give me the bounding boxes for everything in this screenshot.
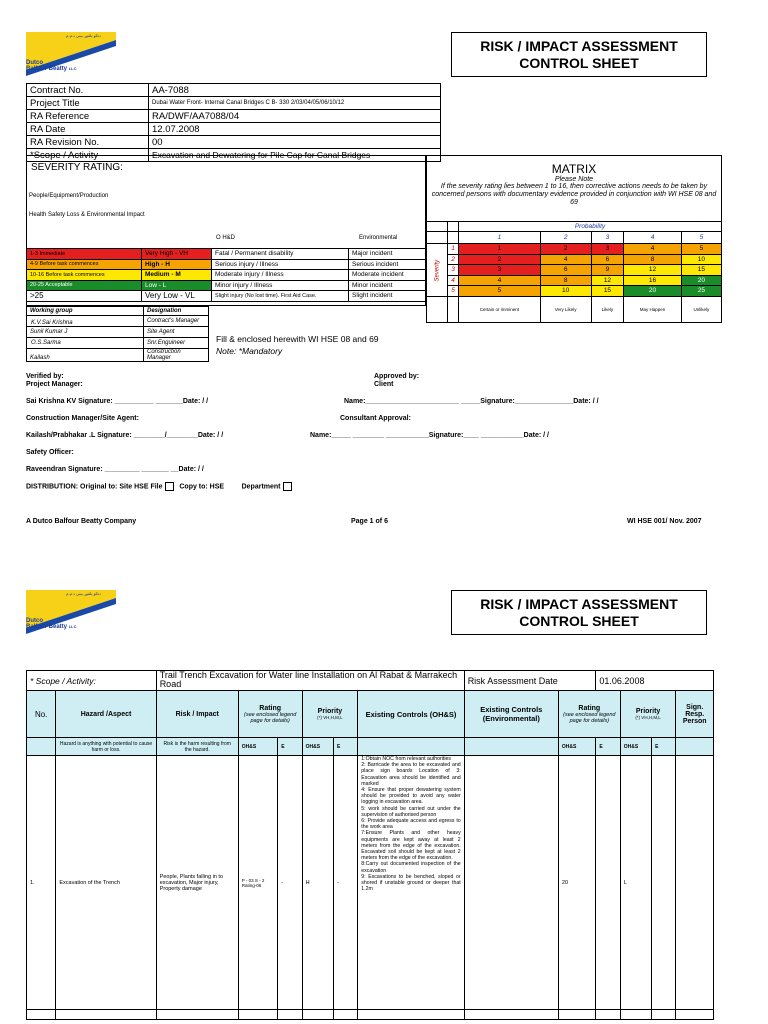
wg-role: Site Agent — [144, 327, 209, 338]
working-group-table — [26, 306, 209, 362]
row-rating-2: 20 — [558, 756, 595, 1010]
info-label: RA Date — [27, 123, 149, 136]
severity-row-number: 2 — [448, 254, 459, 265]
pm-signature-line[interactable]: Sai Krishna KV Signature: __________ _______Date: / / — [26, 398, 209, 405]
severity-row-number: 1 — [448, 244, 459, 255]
sev-range: 20-25 Acceptable — [27, 280, 142, 291]
th-rating-2: Rating — [578, 704, 601, 712]
matrix-cell: 4 — [459, 275, 541, 286]
company-logo — [26, 32, 116, 82]
title-line1: RISK / IMPACT ASSESSMENT — [480, 38, 678, 54]
matrix-cell: 6 — [591, 254, 624, 265]
scope-label: * Scope / Activity: — [27, 671, 157, 691]
sev-level: Medium - M — [142, 270, 212, 281]
fill-note: Fill & enclosed herewith WI HSE 08 and 69 — [216, 334, 379, 344]
matrix-cell: 15 — [681, 265, 721, 276]
prob-label: Probability — [459, 222, 722, 232]
th-rating: Rating — [259, 704, 282, 712]
matrix-cell: 2 — [540, 244, 591, 255]
row-rating-e: - — [278, 756, 302, 1010]
logo-line1: Dutco — [26, 618, 43, 624]
sev-range: >25 — [27, 291, 142, 302]
wg-role: Contract's Manager — [144, 316, 209, 327]
sev-level: Low - L — [142, 280, 212, 291]
project-manager-label: Project Manager: — [26, 381, 83, 388]
matrix-cell: 5 — [459, 286, 541, 297]
col-env: Environmental — [359, 235, 398, 241]
matrix-title: MATRIX — [551, 162, 597, 176]
info-label: RA Revision No. — [27, 136, 149, 149]
severity-health: Health Safety Loss & Environmental Impact — [29, 212, 145, 218]
sev-level: Very High - VH — [142, 249, 212, 260]
probability-name: Very Likely — [540, 296, 591, 322]
footer-ref: WI HSE 001/ Nov. 2007 — [627, 518, 702, 525]
sub-ohs: OH&S — [238, 738, 278, 756]
sev-env: Minor incident — [349, 280, 426, 291]
info-label: Project Title — [27, 97, 149, 110]
matrix-note: If the severity rating lies between 1 to 16, then corrective actions needs to be taken by concerned persons with documentary evidence provided in conjunction with WI HSE 08 and 69 — [431, 183, 717, 206]
sev-ohs: Minor injury / Illness — [212, 280, 349, 291]
client-label: Client — [374, 381, 394, 388]
matrix-cell: 4 — [624, 244, 681, 255]
scope-value: Trail Trench Excavation for Water line Installation on Al Rabat & Marrakech Road — [156, 671, 464, 691]
wg-role: Construction Manager — [144, 349, 209, 362]
company-logo-2 — [26, 590, 116, 640]
sev-level: Very Low - VL — [142, 291, 212, 302]
sev-ohs: Serious injury / Illness — [212, 259, 349, 270]
cm-signature-line[interactable]: Kailash/Prabhakar .L Signature: ________/________Date: / / — [26, 432, 224, 439]
severity-row-number: 4 — [448, 275, 459, 286]
sev-env: Slight incident — [349, 291, 426, 302]
th-hazard: Hazard /Aspect — [56, 691, 156, 738]
sev-ohs: Moderate injury / Illness — [212, 270, 349, 281]
row-rating-ohs: P - 03 S - 2 Rating-06 — [238, 756, 278, 1010]
severity-row-number: 3 — [448, 265, 459, 276]
sev-ohs: Slight injury (No lost time). First Aid Case. — [212, 291, 349, 302]
info-value: Dubai Water Front- Internal Canal Bridges C B- 330 2/03/04/05/06/10/12 — [149, 97, 441, 110]
prob-col-header: 4 — [624, 232, 681, 244]
site-hse-file-checkbox[interactable] — [165, 482, 174, 491]
copy-to-label: Copy to: HSE — [179, 483, 225, 491]
th-sign: Sign. Resp. Person — [676, 691, 714, 738]
row-priority-e: - — [333, 756, 357, 1010]
wg-name: Sunil Kumar J — [27, 327, 144, 338]
matrix-cell: 25 — [681, 286, 721, 297]
sev-range: 1-3 Immediate — [27, 249, 142, 260]
matrix-cell: 15 — [591, 286, 624, 297]
sev-level: High - H — [142, 259, 212, 270]
sub-e: E — [596, 738, 620, 756]
verified-by: Verified by: — [26, 373, 64, 380]
matrix-cell: 8 — [540, 275, 591, 286]
info-label: *Scope / Activity — [27, 149, 149, 162]
info-value: RA/DWF/AA7088/04 — [149, 110, 441, 123]
logo-line2: Balfour Beatty — [26, 624, 68, 630]
blank — [427, 296, 448, 322]
info-table — [26, 83, 441, 162]
ra-table — [26, 670, 714, 1020]
th-rating-sub: (see enclosed legend page for details) — [244, 711, 297, 724]
matrix-cell: 3 — [591, 244, 624, 255]
distribution-label: DISTRIBUTION: Original to: Site HSE File — [26, 483, 163, 491]
sub-e: E — [652, 738, 676, 756]
page-title-2 — [451, 590, 707, 635]
matrix-cell: 3 — [459, 265, 541, 276]
sub-e: E — [333, 738, 357, 756]
matrix-cell: 8 — [624, 254, 681, 265]
title-line1: RISK / IMPACT ASSESSMENT — [480, 596, 678, 612]
sev-ohs: Fatal / Permanent disability — [212, 249, 349, 260]
ra-date-label: Risk Assessment Date — [464, 671, 596, 691]
th-existing-env: Existing Controls (Environmental) — [464, 691, 558, 738]
sev-env: Major incident — [349, 249, 426, 260]
th-priority-sub: (*) VH,H,M,L — [317, 715, 343, 720]
ra-date-value: 01.06.2008 — [596, 671, 714, 691]
matrix-cell: 4 — [540, 254, 591, 265]
safety-officer-label: Safety Officer: — [26, 449, 74, 456]
sev-env: Moderate incident — [349, 270, 426, 281]
row-controls: 1:Obtain NOC from relevant authorities 2: Barricade the area to be excavated and place sign boards Location of 3: Excavation area should be identified and marked 4: Ensure that proper dewatering system should be provided to avoid any water logging in excavation area. 5: work should be carried out under the supervision of authorised person 6: Provide adequate access and egress to the work area 7:Ensure Plants and other heavy equipments are kept away at least 2 meters from the edge of the excavation. Excavated soil should be kept at least 2 meters from the edge of the excavation. 8:Carry out documented inspection of the excavation 9: Excavations to be benched, sloped or shored if unstable ground or deeper that 1.2m — [358, 756, 464, 1010]
th-priority: Priority — [317, 708, 343, 715]
mandatory-note: Note: *Mandatory — [216, 346, 283, 356]
matrix-cell: 10 — [681, 254, 721, 265]
hazard-definition: Hazard is anything with potential to cause harm or loss. — [56, 738, 156, 756]
consultant-label: Consultant Approval: — [340, 415, 411, 422]
page-title — [451, 32, 707, 77]
row-no: 1. — [27, 756, 56, 1010]
matrix-cell: 5 — [681, 244, 721, 255]
wg-name: K.V.Sai Krishna — [27, 316, 144, 327]
matrix-cell: 9 — [591, 265, 624, 276]
severity-people: People/Equipment/Production — [29, 193, 109, 199]
info-value: AA-7088 — [149, 84, 441, 97]
row-risk: People, Plants falling in to excavation, Major injury, Property damage — [156, 756, 238, 1010]
logo-suffix: LLC — [68, 624, 77, 629]
matrix-cell: 10 — [540, 286, 591, 297]
safety-signature-line[interactable]: Raveendran Signature: _________ _______ __Date: / / — [26, 466, 204, 473]
info-value: 00 — [149, 136, 441, 149]
severity-table — [26, 248, 426, 302]
wg-header-name: Working group — [27, 307, 144, 316]
sev-range: 10-16 Before task commences — [27, 270, 142, 281]
matrix-cell: 6 — [540, 265, 591, 276]
th-existing-ohs: Existing Controls (OH&S) — [358, 691, 464, 738]
department-label: Department — [241, 483, 281, 491]
row-hazard: Excavation of the Trench — [56, 756, 156, 1010]
matrix-cell: 12 — [624, 265, 681, 276]
matrix-note-label: Please Note — [554, 176, 594, 183]
consultant-signature-line[interactable]: Name:_____ ________ ___________Signature:____ ___________Date: / / — [310, 432, 549, 439]
sub-ohs: OH&S — [302, 738, 333, 756]
wg-role: Snr.Enguineer — [144, 338, 209, 349]
wg-name: Kailash — [27, 349, 144, 362]
probability-name: Certain or imminent — [459, 296, 541, 322]
prob-col-header: 3 — [591, 232, 624, 244]
info-value: Excavation and Dewatering for Pile Cap for Canal Bridges — [149, 149, 441, 162]
sub-ohs: OH&S — [558, 738, 595, 756]
col-ohsd: O H&D — [216, 235, 236, 241]
th-priority-2: Priority — [635, 708, 661, 715]
footer-page: Page 1 of 6 — [351, 518, 388, 525]
logo-suffix: LLC — [68, 66, 77, 71]
matrix-table — [426, 221, 722, 323]
matrix-cell: 12 — [591, 275, 624, 286]
matrix-cell: 20 — [624, 286, 681, 297]
info-value: 12.07.2008 — [149, 123, 441, 136]
blank — [448, 296, 459, 322]
sub-ohs: OH&S — [620, 738, 651, 756]
row-priority-ohs: H — [302, 756, 333, 1010]
th-rating-sub-2: (see enclosed legend page for details) — [563, 711, 616, 724]
prob-col-header: 2 — [540, 232, 591, 244]
logo-arabic-text: دتكو بلفور بيتي ذ.م.م — [66, 33, 101, 38]
cm-label: Construction Manager/Site Agent: — [26, 415, 139, 422]
title-line2: CONTROL SHEET — [519, 613, 639, 629]
probability-name: Likely — [591, 296, 624, 322]
th-priority-sub-2: (*) VH,H,M,L — [635, 715, 661, 720]
approved-by: Approved by: — [374, 373, 420, 380]
matrix-cell: 16 — [624, 275, 681, 286]
probability-name: Unlikely — [681, 296, 721, 322]
severity-vertical-label: Severity — [427, 244, 448, 297]
client-signature-line[interactable]: Name:________________________ _____Signature:_______________Date: / / — [344, 398, 599, 405]
th-risk: Risk / Impact — [156, 691, 238, 738]
wg-name: O.S.Sarma — [27, 338, 144, 349]
department-checkbox[interactable] — [283, 482, 292, 491]
info-label: RA Reference — [27, 110, 149, 123]
logo-line1: Dutco — [26, 60, 43, 66]
footer-company: A Dutco Balfour Beatty Company — [26, 518, 137, 525]
prob-col-header: 1 — [459, 232, 541, 244]
logo-line2: Balfour Beatty — [26, 66, 68, 72]
info-label: Contract No. — [27, 84, 149, 97]
prob-col-header: 5 — [681, 232, 721, 244]
wg-header-role: Designation — [144, 307, 209, 316]
matrix-cell: 2 — [459, 254, 541, 265]
logo-arabic-text: دتكو بلفور بيتي ذ.م.م — [66, 591, 101, 596]
sub-e: E — [278, 738, 302, 756]
risk-definition: Risk is the harm resulting from the hazard. — [156, 738, 238, 756]
title-line2: CONTROL SHEET — [519, 55, 639, 71]
severity-heading: SEVERITY RATING: — [31, 162, 123, 173]
sev-env: Serious incident — [349, 259, 426, 270]
matrix-cell: 1 — [459, 244, 541, 255]
sev-range: 4-9 Before task commences — [27, 259, 142, 270]
probability-name: May Happen — [624, 296, 681, 322]
severity-row-number: 5 — [448, 286, 459, 297]
matrix-cell: 20 — [681, 275, 721, 286]
row-priority-2: L — [620, 756, 651, 1010]
th-no: No. — [27, 691, 56, 738]
